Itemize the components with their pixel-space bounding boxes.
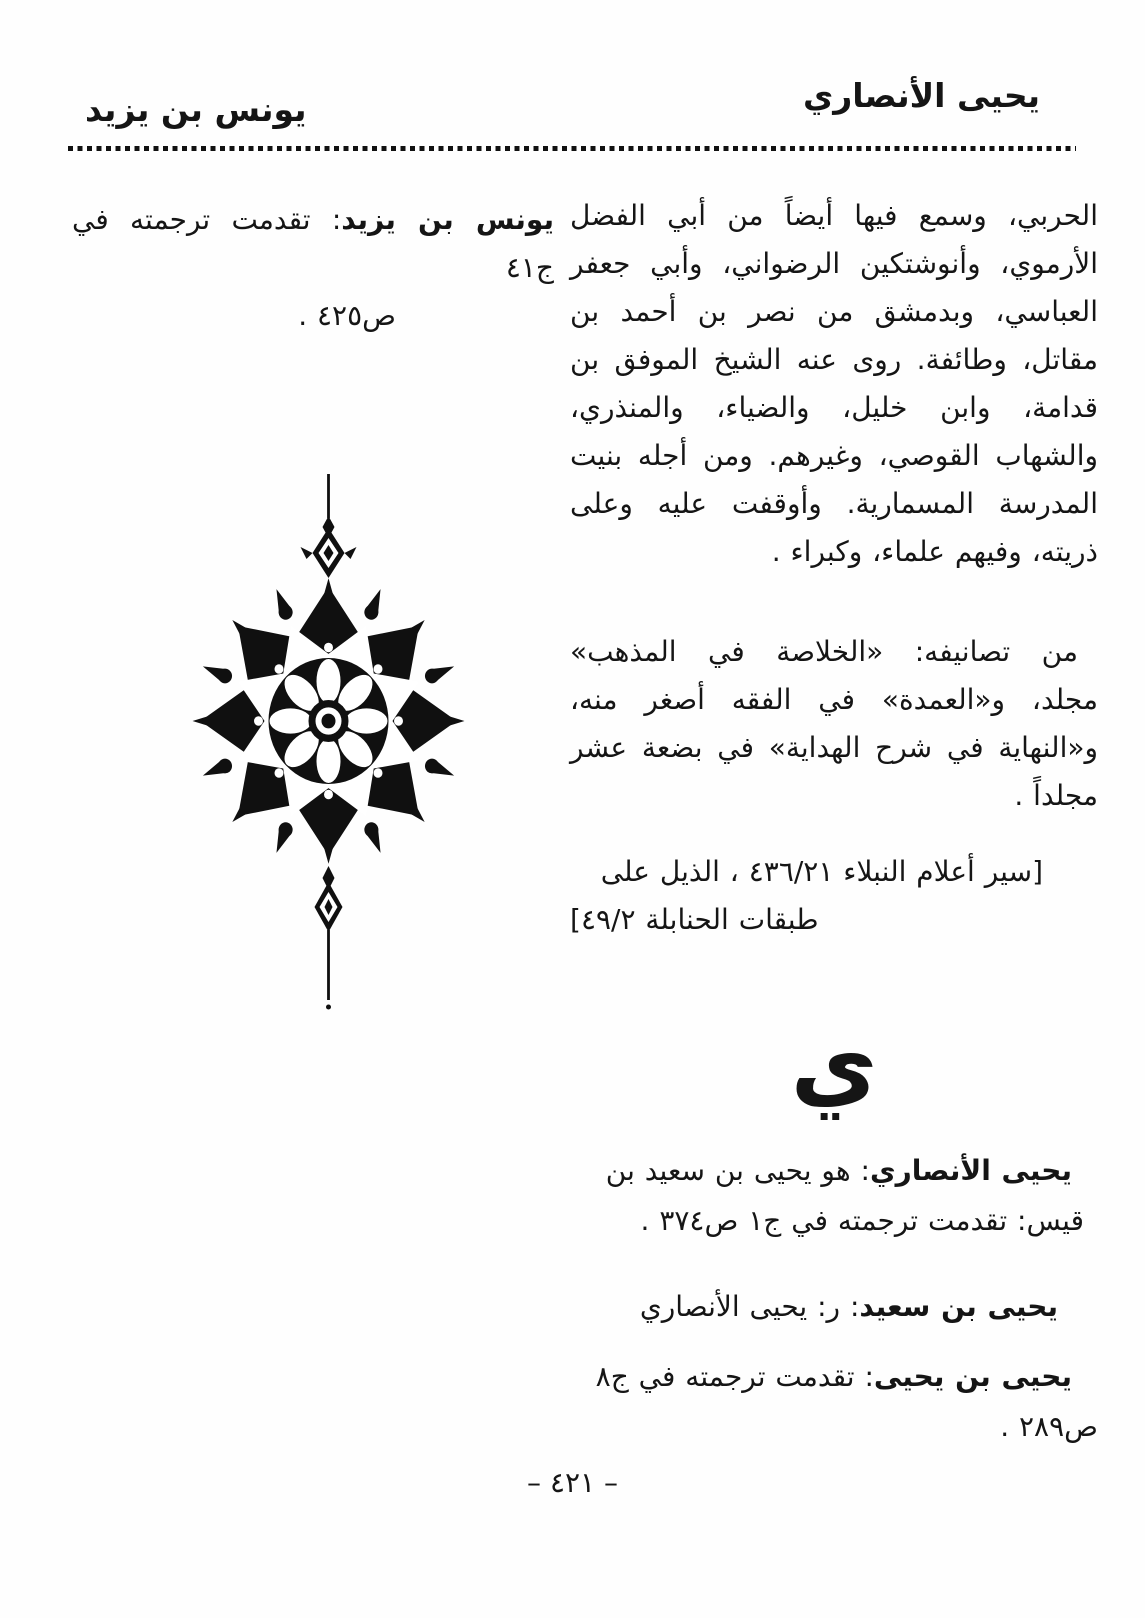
entry-line: ص٢٨٩ . <box>1000 1410 1098 1443</box>
entry-headword: يحيى بن يحيى <box>873 1360 1072 1393</box>
entry-yahya-bin-yahya <box>570 1352 1098 1452</box>
running-head-left: يونس بن يزيد <box>85 90 307 129</box>
text-line: مجلد، و«العمدة» في الفقه أصغر منه، <box>570 683 1098 716</box>
biography-paragraph <box>570 192 1098 576</box>
text-line: الأرموي، وأنوشتكين الرضواني، وأبي جعفر <box>570 247 1098 280</box>
entry-text: : تقدمت ترجمته في ج٨ <box>595 1360 874 1393</box>
entry-yahya-alansari <box>570 1146 1098 1246</box>
text-line: من تصانيفه: «الخلاصة في المذهب» <box>570 635 1078 668</box>
works-paragraph <box>570 628 1098 820</box>
text-line: المدرسة المسمارية. وأوقفت عليه وعلى <box>570 487 1098 520</box>
entry-line <box>570 1282 1098 1332</box>
text-line: العباسي، وبدمشق من نصر بن أحمد بن <box>570 295 1098 328</box>
text-line: [سير أعلام النبلاء ٤٣٦/٢١ ، الذيل على <box>600 855 1043 888</box>
page-number: – ٤٢١ – <box>527 1466 618 1499</box>
entry-text: : تقدمت ترجمته في ج٤١ <box>72 203 554 284</box>
arabesque-medallion-ornament <box>186 466 471 1014</box>
entry-line <box>570 1146 1098 1196</box>
entry-yahya-bin-said <box>570 1282 1098 1332</box>
entry-headword: يحيى الأنصاري <box>869 1154 1072 1187</box>
entry-text: : ر: يحيى الأنصاري <box>639 1290 860 1323</box>
entry-yunus-bin-yazid <box>72 196 554 340</box>
entry-text: : هو يحيى بن سعيد بن <box>605 1154 870 1187</box>
text-line: والشهاب القوصي، وغيرهم. ومن أجله بنيت <box>570 439 1098 472</box>
section-letter-heading: ي <box>790 1010 878 1120</box>
text-line: و«النهاية في شرح الهداية» في بضعة عشر <box>570 731 1098 764</box>
left-column <box>72 196 554 340</box>
running-head-right: يحيى الأنصاري <box>803 76 1040 115</box>
text-line: طبقات الحنابلة ٤٩/٢] <box>570 903 819 936</box>
entry-headword: يونس بن يزيد <box>341 203 554 236</box>
entry-line <box>72 196 554 292</box>
dotted-divider <box>68 146 1076 151</box>
source-citation <box>570 848 1098 944</box>
text-line: الحربي، وسمع فيها أيضاً من أبي الفضل <box>570 199 1098 232</box>
text-line: ذريته، وفيهم علماء، وكبراء . <box>771 535 1098 568</box>
entry-headword: يحيى بن سعيد <box>859 1290 1058 1323</box>
text-line: مجلداً . <box>1014 779 1098 812</box>
text-line: مقاتل، وطائفة. روى عنه الشيخ الموفق بن <box>570 343 1098 376</box>
text-line: قدامة، وابن خليل، والضياء، والمنذري، <box>570 391 1098 424</box>
entry-line <box>570 1352 1098 1402</box>
main-column <box>570 192 1098 1452</box>
entry-line: قيس: تقدمت ترجمته في ج١ ص٣٧٤ . <box>640 1204 1084 1237</box>
entry-line: ص٤٢٥ . <box>298 299 396 332</box>
